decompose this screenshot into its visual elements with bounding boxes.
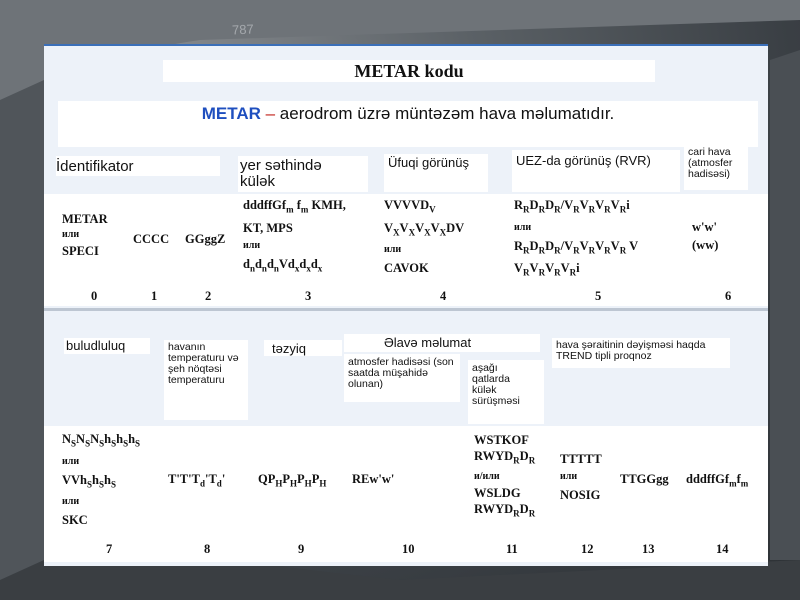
code-12-tttt: TTTTT [560, 452, 602, 466]
code-10: REw'w' [352, 472, 395, 486]
column-number-3: 3 [305, 289, 312, 303]
code-0-or: или [62, 229, 80, 240]
code-4-or: или [384, 244, 402, 255]
code-7: $N_SN_SN_Sh_Sh_Sh_S$ или $VVh_Sh_Sh_S$ или SKC [62, 432, 141, 527]
column-number-13: 13 [642, 542, 655, 556]
slide [44, 44, 768, 566]
header-wind: yer səthində külək [240, 157, 322, 190]
code-3-part-b: KMH, [308, 198, 346, 212]
column-number-6: 6 [725, 289, 732, 303]
code-11: WSTKOF $RWYD_RD_R$ и/или WSLDG $RWYD_RD_R$ [474, 433, 536, 518]
column-number-7: 7 [106, 542, 113, 556]
code-3: dddffGf$_m$ $f_m$ KMH, KT, MPS или $d_nd_nd_nVd_xd_xd_x$ [243, 198, 346, 273]
code-11-line1: WSTKOF [474, 433, 529, 447]
code-12 [560, 450, 602, 504]
header-identifier: İdentifikator [56, 158, 134, 175]
code-11-line2: RWYD [474, 449, 514, 463]
code-14: $dddffGf_mf_m$ [686, 472, 749, 489]
header-recent: atmosfer hadisəsi (son saatda müşahidə olunan) [348, 356, 454, 390]
code-12-or: или [560, 471, 578, 482]
code-3-units: KT, MPS [243, 220, 293, 235]
column-number-0: 0 [91, 289, 98, 303]
code-3-or: или [243, 239, 261, 251]
header-trend: hava şəraitinin dəyişməsi haqda TREND tipli proqnoz [556, 339, 706, 362]
code-6 [692, 218, 718, 254]
header-shear: aşağı qatlarda külək sürüşməsi [472, 362, 520, 407]
column-number-12: 12 [581, 542, 594, 556]
header-clouds: buludluluq [66, 338, 126, 353]
code-0-speci: SPECI [62, 244, 99, 258]
column-number-14: 14 [716, 542, 729, 556]
page-title: METAR kodu [354, 61, 464, 81]
code-11-andor: и/или [474, 470, 500, 482]
column-number-8: 8 [204, 542, 211, 556]
column-number-1: 1 [151, 289, 158, 303]
code-11-line5: RWYD [474, 501, 514, 516]
column-number-9: 9 [298, 542, 305, 556]
code-2: GGggZ [185, 232, 226, 246]
code-7-or-2: или [62, 496, 80, 507]
code-4: $VVVVD_V$ $V_XV_XV_XV_XDV$ или CAVOK [384, 198, 465, 275]
subtitle-keyword: METAR [201, 104, 261, 123]
column-number-11: 11 [506, 542, 518, 556]
code-6-alt: (ww) [692, 238, 719, 252]
subtitle-text: aerodrom üzrə müntəzəm hava məlumatıdır. [279, 104, 615, 123]
column-number-5: 5 [595, 289, 602, 303]
column-number-2: 2 [205, 289, 212, 303]
code-1: CCCC [133, 232, 170, 246]
code-4-cavok: CAVOK [384, 261, 429, 275]
code-5: $R_RD_RD_R/V_RV_RV_RV_Ri$ или $R_RD_RD_R/V_RV_RV_RV_R$ V $V_RV_RV_RV_Ri$ [514, 198, 639, 278]
code-0-metar: METAR [62, 212, 108, 226]
header-weather: cari hava (atmosfer hadisəsi) [688, 146, 733, 180]
column-number-4: 4 [440, 289, 447, 303]
code-0 [62, 210, 108, 260]
table-divider [44, 308, 768, 311]
code-11-line4: WSLDG [474, 485, 521, 500]
code-12-nosig: NOSIG [560, 488, 601, 502]
header-visibility: Üfuqi görünüş [388, 155, 469, 170]
code-7-skc: SKC [62, 513, 88, 527]
code-13: TTGGgg [620, 472, 669, 486]
code-5-or: или [514, 221, 532, 233]
header-extra: Əlavə məlumat [384, 335, 472, 350]
subtitle [58, 104, 758, 124]
header-pressure: təzyiq [272, 341, 306, 356]
code-9: $QP_HP_HP_HP_H$ [258, 472, 327, 489]
code-8: $T'T'T_d'T_d'$ [168, 472, 226, 489]
subtitle-dash: – [260, 104, 280, 123]
code-3-part-a: dddffGf [243, 198, 287, 212]
code-6-main: w'w' [692, 220, 717, 234]
background-watermark: 787 [231, 21, 255, 38]
column-number-10: 10 [402, 542, 415, 556]
header-temperature: havanın temperaturu və şeh nöqtəsi temperaturu [168, 341, 239, 386]
code-7-or-1: или [62, 455, 80, 467]
header-rvr: UEZ-da görünüş (RVR) [516, 153, 651, 168]
